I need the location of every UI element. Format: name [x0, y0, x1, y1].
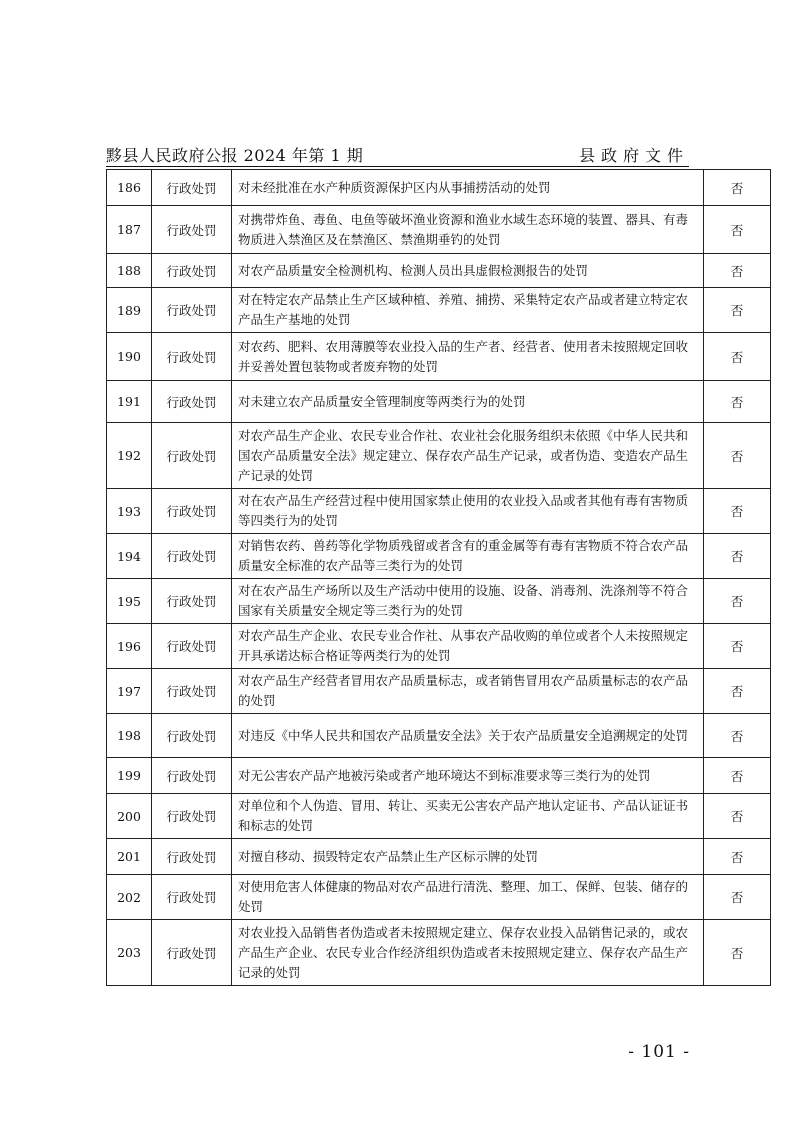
- table-row: [107, 758, 771, 794]
- row-flag: 否: [704, 206, 771, 254]
- row-type: 行政处罚: [152, 794, 232, 839]
- row-type: 行政处罚: [152, 381, 232, 423]
- row-description: 对农业投入品销售者伪造或者未按照规定建立、保存农业投入品销售记录的，或农产品生产企业、农民专业合作经济组织伪造或者未按照规定建立、保存农产品生产记录的处罚: [232, 920, 704, 986]
- row-flag: 否: [704, 423, 771, 489]
- items-table: [106, 169, 771, 986]
- table-row: [107, 489, 771, 534]
- row-number: 197: [107, 669, 152, 714]
- table-row: [107, 794, 771, 839]
- row-number: 188: [107, 254, 152, 288]
- row-type: 行政处罚: [152, 333, 232, 381]
- row-description: 对擅自移动、损毁特定农产品禁止生产区标示牌的处罚: [232, 839, 704, 875]
- table-row: [107, 875, 771, 920]
- table-row: [107, 839, 771, 875]
- row-type: 行政处罚: [152, 170, 232, 206]
- row-description: 对使用危害人体健康的物品对农产品进行清洗、整理、加工、保鲜、包装、储存的处罚: [232, 875, 704, 920]
- row-flag: 否: [704, 758, 771, 794]
- table-row: [107, 206, 771, 254]
- row-flag: 否: [704, 333, 771, 381]
- row-flag: 否: [704, 624, 771, 669]
- row-description: 对未经批准在水产种质资源保护区内从事捕捞活动的处罚: [232, 170, 704, 206]
- row-type: 行政处罚: [152, 839, 232, 875]
- table-row: [107, 288, 771, 333]
- table-row: [107, 579, 771, 624]
- row-description: 对违反《中华人民共和国农产品质量安全法》关于农产品质量安全追溯规定的处罚: [232, 714, 704, 758]
- row-description: 对未建立农产品质量安全管理制度等两类行为的处罚: [232, 381, 704, 423]
- row-description: 对农产品生产经营者冒用农产品质量标志，或者销售冒用农产品质量标志的农产品的处罚: [232, 669, 704, 714]
- table-row: [107, 170, 771, 206]
- table-row: [107, 254, 771, 288]
- row-flag: 否: [704, 534, 771, 579]
- row-number: 198: [107, 714, 152, 758]
- page-header: [106, 142, 689, 166]
- row-description: 对销售农药、兽药等化学物质残留或者含有的重金属等有毒有害物质不符合农产品质量安全标准的农产品等三类行为的处罚: [232, 534, 704, 579]
- row-flag: 否: [704, 381, 771, 423]
- row-type: 行政处罚: [152, 423, 232, 489]
- row-number: 192: [107, 423, 152, 489]
- row-number: 200: [107, 794, 152, 839]
- header-section-title: 县政府文件: [578, 146, 689, 165]
- row-type: 行政处罚: [152, 534, 232, 579]
- row-number: 189: [107, 288, 152, 333]
- row-description: 对无公害农产品产地被污染或者产地环境达不到标准要求等三类行为的处罚: [232, 758, 704, 794]
- table-row: [107, 624, 771, 669]
- row-number: 196: [107, 624, 152, 669]
- row-description: 对农产品生产企业、农民专业合作社、农业社会化服务组织未依照《中华人民共和国农产品质量安全法》规定建立、保存农产品生产记录，或者伪造、变造农产品生产记录的处罚: [232, 423, 704, 489]
- row-type: 行政处罚: [152, 579, 232, 624]
- row-type: 行政处罚: [152, 758, 232, 794]
- header-rule: [106, 166, 689, 167]
- row-number: 193: [107, 489, 152, 534]
- row-type: 行政处罚: [152, 624, 232, 669]
- row-flag: 否: [704, 489, 771, 534]
- row-description: 对农药、肥料、农用薄膜等农业投入品的生产者、经营者、使用者未按照规定回收并妥善处置包装物或者废弃物的处罚: [232, 333, 704, 381]
- row-number: 194: [107, 534, 152, 579]
- table-row: [107, 423, 771, 489]
- row-type: 行政处罚: [152, 206, 232, 254]
- table-row: [107, 333, 771, 381]
- row-description: 对单位和个人伪造、冒用、转让、买卖无公害农产品产地认定证书、产品认证证书和标志的处罚: [232, 794, 704, 839]
- row-type: 行政处罚: [152, 875, 232, 920]
- row-number: 199: [107, 758, 152, 794]
- table-row: [107, 714, 771, 758]
- table-row: [107, 381, 771, 423]
- row-number: 195: [107, 579, 152, 624]
- row-flag: 否: [704, 579, 771, 624]
- row-flag: 否: [704, 669, 771, 714]
- header-publication-title: 黟县人民政府公报 2024 年第 1 期: [106, 146, 364, 165]
- row-flag: 否: [704, 920, 771, 986]
- row-flag: 否: [704, 170, 771, 206]
- row-type: 行政处罚: [152, 714, 232, 758]
- row-number: 190: [107, 333, 152, 381]
- row-type: 行政处罚: [152, 920, 232, 986]
- row-description: 对在特定农产品禁止生产区域种植、养殖、捕捞、采集特定农产品或者建立特定农产品生产基地的处罚: [232, 288, 704, 333]
- row-flag: 否: [704, 714, 771, 758]
- table-row: [107, 920, 771, 986]
- row-number: 191: [107, 381, 152, 423]
- row-description: 对在农产品生产场所以及生产活动中使用的设施、设备、消毒剂、洗涤剂等不符合国家有关质量安全规定等三类行为的处罚: [232, 579, 704, 624]
- row-type: 行政处罚: [152, 254, 232, 288]
- row-type: 行政处罚: [152, 669, 232, 714]
- row-type: 行政处罚: [152, 288, 232, 333]
- table-row: [107, 669, 771, 714]
- row-description: 对在农产品生产经营过程中使用国家禁止使用的农业投入品或者其他有毒有害物质等四类行为的处罚: [232, 489, 704, 534]
- row-flag: 否: [704, 794, 771, 839]
- row-description: 对携带炸鱼、毒鱼、电鱼等破坏渔业资源和渔业水域生态环境的装置、器具、有毒物质进入禁渔区及在禁渔区、禁渔期垂钓的处罚: [232, 206, 704, 254]
- row-number: 203: [107, 920, 152, 986]
- row-number: 186: [107, 170, 152, 206]
- row-type: 行政处罚: [152, 489, 232, 534]
- row-flag: 否: [704, 839, 771, 875]
- row-description: 对农产品质量安全检测机构、检测人员出具虚假检测报告的处罚: [232, 254, 704, 288]
- row-flag: 否: [704, 875, 771, 920]
- items-table-body: [107, 170, 771, 986]
- row-description: 对农产品生产企业、农民专业合作社、从事农产品收购的单位或者个人未按照规定开具承诺达标合格证等两类行为的处罚: [232, 624, 704, 669]
- row-number: 202: [107, 875, 152, 920]
- table-row: [107, 534, 771, 579]
- row-flag: 否: [704, 254, 771, 288]
- row-number: 187: [107, 206, 152, 254]
- row-flag: 否: [704, 288, 771, 333]
- row-number: 201: [107, 839, 152, 875]
- page-number: - 101 -: [628, 1042, 690, 1062]
